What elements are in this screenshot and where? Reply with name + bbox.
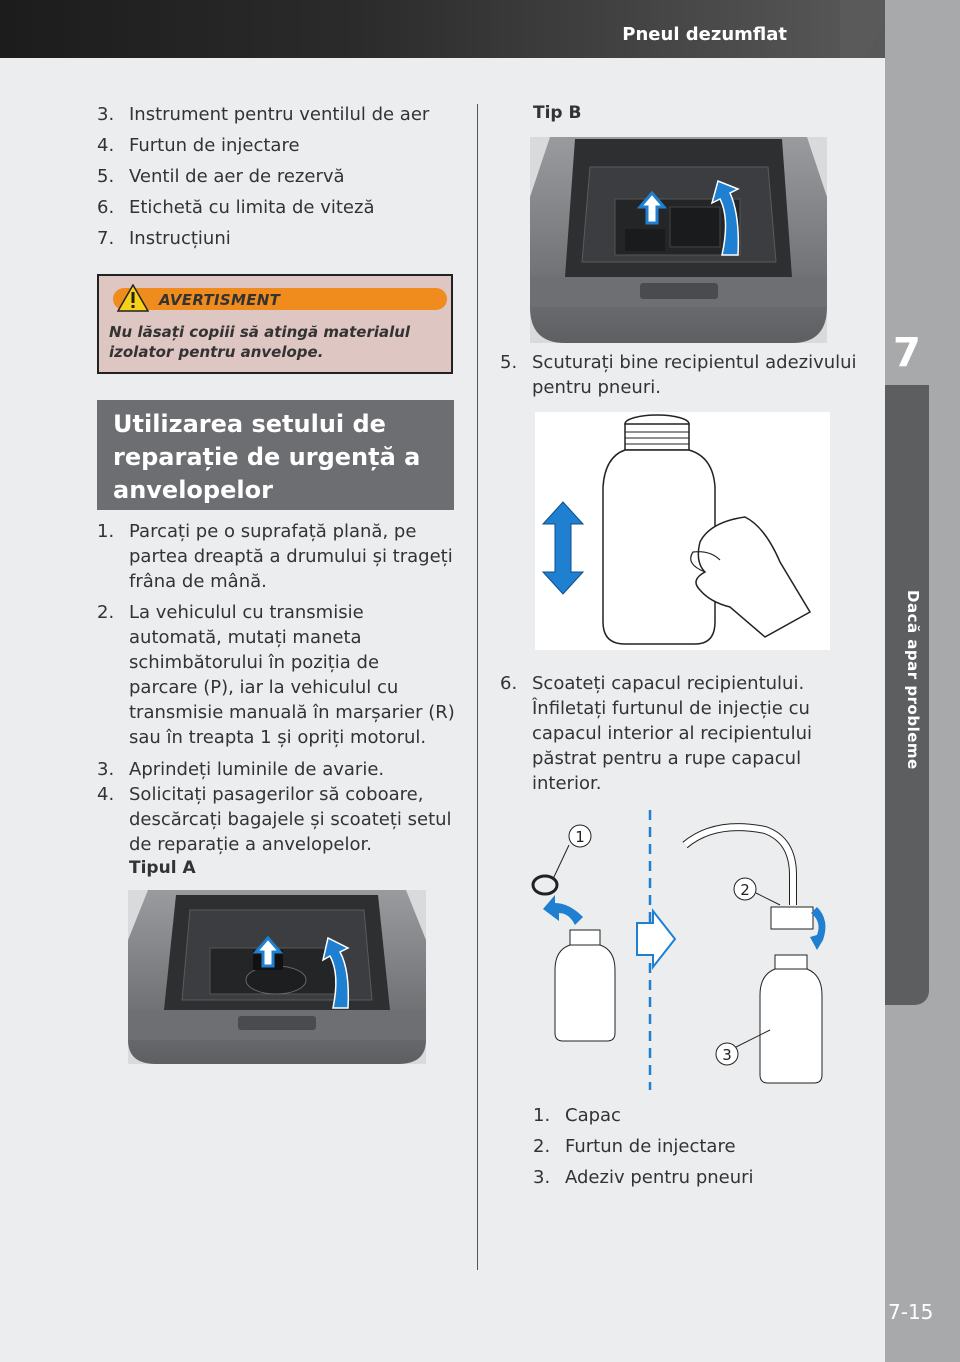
step-num: 6. — [500, 673, 518, 694]
list-item-text: Instrument pentru ventilul de aer — [129, 104, 430, 125]
curved-arrow-icon — [543, 895, 583, 925]
step-num: 4. — [97, 784, 115, 805]
warning-box — [97, 274, 453, 374]
step-line: de reparație a anvelopelor. — [129, 834, 372, 855]
chapter-title: Dacă apar probleme — [904, 590, 922, 770]
callout-3: 3 — [722, 1046, 732, 1064]
type-b-label: Tip B — [533, 103, 582, 123]
step-line: Scoateți capacul recipientului. — [532, 673, 805, 694]
step-line: frâna de mână. — [129, 571, 267, 592]
trunk-type-b-illustration — [530, 137, 827, 343]
page-number: 7-15 — [888, 1300, 934, 1324]
list-item-text: Instrucțiuni — [129, 228, 231, 249]
list-item-num: 5. — [97, 166, 115, 187]
column-divider — [477, 104, 478, 1270]
step-line: partea dreaptă a drumului și trageți — [129, 546, 453, 567]
step-line: automată, mutați maneta — [129, 627, 362, 648]
step-line: schimbătorului în poziția de — [129, 652, 380, 673]
list-item-text: Furtun de injectare — [129, 135, 300, 156]
step-line: Înfiletați furtunul de injecție cu — [532, 698, 810, 719]
chapter-number: 7 — [893, 330, 921, 376]
list-item-num: 7. — [97, 228, 115, 249]
trunk-type-a-illustration — [128, 890, 426, 1064]
step-line: pentru pneuri. — [532, 377, 661, 398]
step-num: 2. — [97, 602, 115, 623]
callout-1: 1 — [575, 828, 585, 846]
step-line: sau în treapta 1 și opriți motorul. — [129, 727, 427, 748]
part-text: Furtun de injectare — [565, 1136, 736, 1157]
step-num: 3. — [97, 759, 115, 780]
step-line: Solicitați pasagerilor să coboare, — [129, 784, 424, 805]
warning-triangle-icon — [117, 284, 149, 312]
header-title: Pneul dezumflat — [622, 24, 787, 45]
list-item-num: 4. — [97, 135, 115, 156]
arrow-right-icon — [637, 911, 675, 967]
part-num: 3. — [533, 1167, 551, 1188]
part-text: Capac — [565, 1105, 621, 1126]
cap-hose-illustration — [525, 805, 835, 1090]
section-title: Utilizarea setului de reparație de urgență a anvelopelor — [113, 410, 421, 504]
part-num: 1. — [533, 1105, 551, 1126]
step-line: La vehiculul cu transmisie — [129, 602, 364, 623]
part-num: 2. — [533, 1136, 551, 1157]
step-line: capacul interior al recipientului — [532, 723, 813, 744]
step-line: interior. — [532, 773, 602, 794]
list-item-text: Etichetă cu limita de viteză — [129, 197, 375, 218]
shake-bottle-illustration — [535, 412, 830, 650]
page-header — [0, 0, 895, 58]
warning-title: AVERTISMENT — [159, 291, 281, 309]
step-line: păstrat pentru a rupe capacul — [532, 748, 802, 769]
callout-2: 2 — [740, 881, 750, 899]
type-a-label: Tipul A — [129, 858, 196, 878]
step-line: Parcați pe o suprafață plană, pe — [129, 521, 417, 542]
step-line: Scuturați bine recipientul adezivului — [532, 352, 857, 373]
list-item-text: Ventil de aer de rezervă — [129, 166, 345, 187]
section-heading — [97, 400, 454, 510]
step-line: Aprindeți luminile de avarie. — [129, 759, 385, 780]
step-line: transmisie manuală în marșarier (R) — [129, 702, 455, 723]
warning-text: Nu lăsați copiii să atingă materialul izolator pentru anvelope. — [109, 323, 411, 361]
list-item-num: 3. — [97, 104, 115, 125]
list-item-num: 6. — [97, 197, 115, 218]
step-line: parcare (P), iar la vehiculul cu — [129, 677, 399, 698]
step-num: 1. — [97, 521, 115, 542]
step-num: 5. — [500, 352, 518, 373]
step-line: descărcați bagajele și scoateți setul — [129, 809, 452, 830]
part-text: Adeziv pentru pneuri — [565, 1167, 754, 1188]
